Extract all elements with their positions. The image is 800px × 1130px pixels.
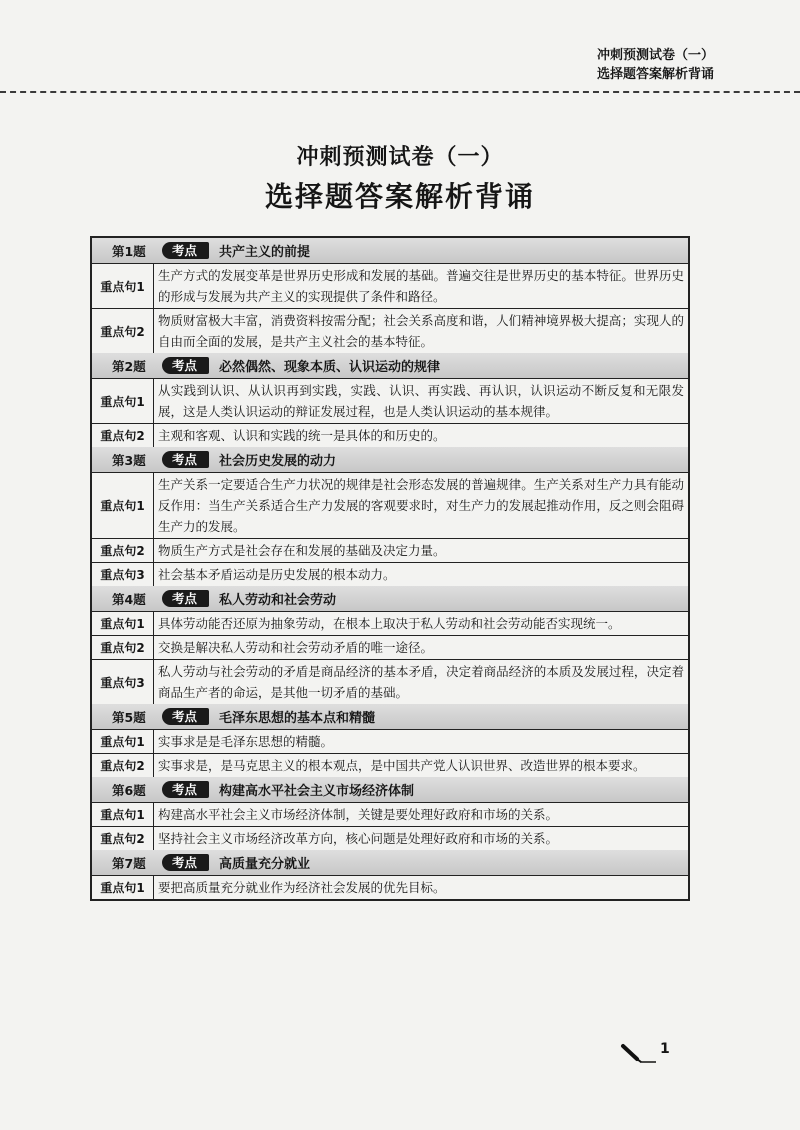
key-sentence-label: 重点句2 [92, 539, 154, 562]
question-section [92, 850, 688, 899]
topic-tag: 考点 [162, 242, 209, 259]
key-sentence-text: 生产关系一定要适合生产力状况的规律是社会形态发展的普遍规律。生产关系对生产力具有能动反作用：当生产关系适合生产力发展的客观要求时，对生产力的发展起推动作用，反之则会阻碍生产力的发展。 [158, 477, 684, 534]
page-number: 1 [660, 1041, 670, 1057]
key-sentence-text: 实事求是是毛泽东思想的精髓。 [158, 734, 334, 749]
key-sentence-row [92, 309, 688, 353]
question-header [92, 238, 688, 264]
question-header [92, 353, 688, 379]
question-section [92, 447, 688, 586]
key-sentence-label: 重点句2 [92, 636, 154, 659]
key-sentence-row [92, 754, 688, 777]
key-sentence-text: 私人劳动与社会劳动的矛盾是商品经济的基本矛盾，决定着商品经济的本质及发展过程，决定着商品生产者的命运，是其他一切矛盾的基础。 [158, 664, 684, 700]
question-topic: 必然偶然、现象本质、认识运动的规律 [219, 360, 441, 375]
key-sentence-label: 重点句2 [92, 754, 154, 777]
question-number: 第5题 [112, 709, 146, 725]
key-sentence-text: 物质财富极大丰富，消费资料按需分配；社会关系高度和谐，人们精神境界极大提高；实现人的自由而全面的发展，是共产主义社会的基本特征。 [158, 313, 684, 349]
page-title-line1: 冲刺预测试卷（一） [296, 145, 504, 170]
running-header-line1: 冲刺预测试卷（一） [596, 48, 714, 63]
topic-tag: 考点 [162, 451, 209, 468]
topic-tag: 考点 [162, 854, 209, 871]
key-sentence-label: 重点句3 [92, 563, 154, 586]
question-number: 第7题 [112, 855, 146, 871]
topic-tag: 考点 [162, 708, 209, 725]
key-sentence-row [92, 636, 688, 660]
key-sentence-row [92, 539, 688, 563]
topic-tag: 考点 [162, 781, 209, 798]
question-section [92, 586, 688, 704]
question-topic: 社会历史发展的动力 [219, 454, 337, 469]
key-sentence-label: 重点句3 [92, 660, 154, 704]
key-sentence-label: 重点句2 [92, 424, 154, 447]
topic-tag: 考点 [162, 357, 209, 374]
key-sentence-label: 重点句1 [92, 612, 154, 635]
key-sentence-label: 重点句2 [92, 309, 154, 353]
question-topic: 共产主义的前提 [219, 245, 311, 260]
topic-tag: 考点 [162, 590, 209, 607]
key-sentence-label: 重点句1 [92, 876, 154, 899]
question-section [92, 777, 688, 850]
key-sentence-text: 主观和客观、认识和实践的统一是具体的和历史的。 [158, 428, 446, 443]
key-sentence-label: 重点句1 [92, 730, 154, 753]
key-sentence-row [92, 424, 688, 447]
question-number: 第4题 [112, 591, 146, 607]
key-sentence-label: 重点句1 [92, 379, 154, 423]
question-number: 第1题 [112, 243, 146, 259]
pen-icon [620, 1043, 656, 1065]
key-sentence-text: 构建高水平社会主义市场经济体制，关键是要处理好政府和市场的关系。 [158, 807, 559, 822]
key-sentence-row [92, 803, 688, 827]
key-sentence-row [92, 473, 688, 539]
question-section [92, 704, 688, 777]
question-header [92, 850, 688, 876]
key-sentence-label: 重点句1 [92, 264, 154, 308]
question-topic: 私人劳动和社会劳动 [219, 593, 337, 608]
page-title-line2: 选择题答案解析背诵 [264, 180, 535, 213]
key-sentence-text: 要把高质量充分就业作为经济社会发展的优先目标。 [158, 880, 446, 895]
key-sentence-row [92, 827, 688, 850]
running-header-line2: 选择题答案解析背诵 [596, 67, 714, 82]
page-footer [620, 1043, 695, 1067]
question-topic: 高质量充分就业 [219, 857, 311, 872]
key-sentence-text: 物质生产方式是社会存在和发展的基础及决定力量。 [158, 543, 446, 558]
question-topic: 构建高水平社会主义市场经济体制 [219, 784, 415, 799]
question-number: 第6题 [112, 782, 146, 798]
question-number: 第3题 [112, 452, 146, 468]
key-sentence-text: 交换是解决私人劳动和社会劳动矛盾的唯一途径。 [158, 640, 434, 655]
key-sentence-text: 从实践到认识、从认识再到实践，实践、认识、再实践、再认识，认识运动不断反复和无限发展，这是人类认识运动的辩证发展过程，也是人类认识运动的基本规律。 [158, 383, 684, 419]
key-sentence-row [92, 730, 688, 754]
key-sentence-row [92, 876, 688, 899]
key-sentence-row [92, 563, 688, 586]
key-sentence-label: 重点句1 [92, 473, 154, 538]
question-header [92, 447, 688, 473]
question-section [92, 353, 688, 447]
key-sentence-row [92, 612, 688, 636]
question-section [92, 238, 688, 353]
header-divider [0, 91, 800, 93]
key-sentence-label: 重点句2 [92, 827, 154, 850]
key-sentence-label: 重点句1 [92, 803, 154, 826]
key-sentence-text: 坚持社会主义市场经济改革方向，核心问题是处理好政府和市场的关系。 [158, 831, 559, 846]
key-sentence-text: 实事求是，是马克思主义的根本观点，是中国共产党人认识世界、改造世界的根本要求。 [158, 758, 646, 773]
key-sentence-text: 生产方式的发展变革是世界历史形成和发展的基础。普遍交往是世界历史的基本特征。世界历史的形成与发展为共产主义的实现提供了条件和路径。 [158, 268, 684, 304]
running-header [597, 46, 714, 84]
key-sentence-text: 社会基本矛盾运动是历史发展的根本动力。 [158, 567, 396, 582]
question-header [92, 586, 688, 612]
key-sentence-row [92, 379, 688, 424]
answer-table [90, 236, 690, 901]
question-number: 第2题 [112, 358, 146, 374]
key-sentence-text: 具体劳动能否还原为抽象劳动，在根本上取决于私人劳动和社会劳动能否实现统一。 [158, 616, 621, 631]
key-sentence-row [92, 264, 688, 309]
question-header [92, 777, 688, 803]
key-sentence-row [92, 660, 688, 704]
question-header [92, 704, 688, 730]
question-topic: 毛泽东思想的基本点和精髓 [219, 711, 376, 726]
